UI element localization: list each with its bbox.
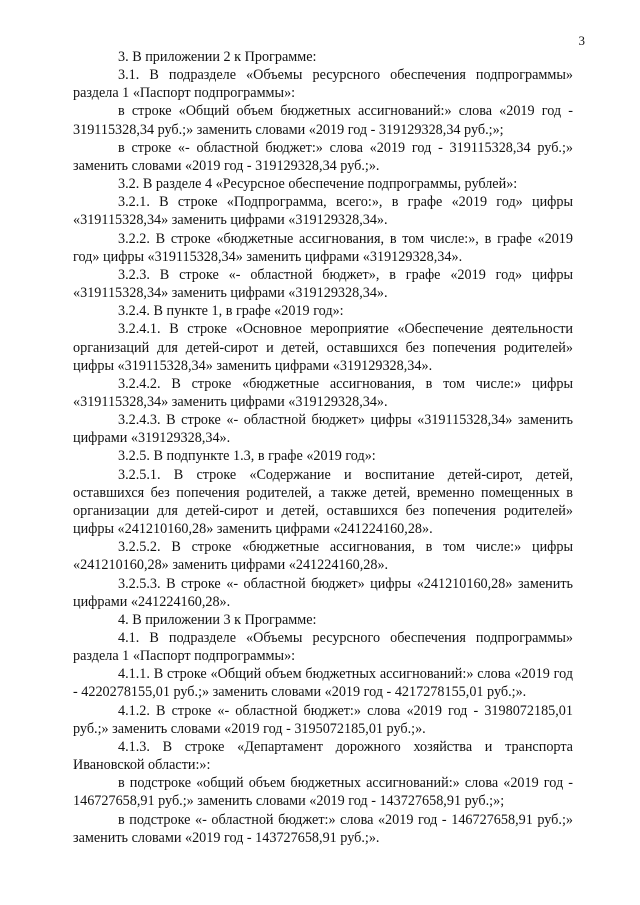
paragraph: 3.2.4.2. В строке «бюджетные ассигнования, в том числе:» цифры «319115328,34» заменить цифрами «319129328,34». [73, 375, 573, 410]
paragraph: 3.2.5.3. В строке «- областной бюджет» цифры «241210160,28» заменить цифрами «241224160,28». [73, 575, 573, 610]
paragraph: 3.2.4.3. В строке «- областной бюджет» цифры «319115328,34» заменить цифрами «319129328,34». [73, 412, 573, 447]
paragraph: 3.2.4.1. В строке «Основное мероприятие «Обеспечение деятельности организаций для детей-сирот и детей, оставшихся без попечения родителей» цифры «319115328,34» заменить цифрами «319129328,34». [73, 321, 573, 374]
paragraph: 3.2.1. В строке «Подпрограмма, всего:», в графе «2019 год» цифры «319115328,34» заменить цифрами «319129328,34». [73, 194, 573, 229]
paragraph: 4.1. В подразделе «Объемы ресурсного обеспечения подпрограммы» раздела 1 «Паспорт подпрограммы»: [73, 630, 573, 665]
paragraph: 3.2.3. В строке «- областной бюджет», в графе «2019 год» цифры «319115328,34» заменить цифрами «319129328,34». [73, 266, 573, 302]
paragraph: 3.2.5.1. В строке «Содержание и воспитание детей-сирот, детей, оставшихся без попечения родителей, а также детей, временно помещенных в организации для детей-сирот и детей, оставшихся без попечения родителей» цифры «241210160,28» заменить цифрами «241224160,28». [73, 466, 573, 538]
paragraph: 4.1.1. В строке «Общий объем бюджетных ассигнований:» слова «2019 год - 4220278155,01 руб.;» заменить словами «2019 год - 4217278155,01 руб.;». [73, 666, 573, 701]
paragraph: в подстроке «общий объем бюджетных ассигнований:» слова «2019 год - 146727658,91 руб.;» заменить словами «2019 год - 143727658,91 руб.;»; [73, 775, 573, 810]
paragraph: 3.2.4. В пункте 1, в графе «2019 год»: [118, 303, 344, 320]
paragraph: 3.2. В разделе 4 «Ресурсное обеспечение подпрограммы, рублей»: [118, 176, 518, 193]
paragraph: 3.1. В подразделе «Объемы ресурсного обеспечения подпрограммы» раздела 1 «Паспорт подпрограммы»: [73, 67, 573, 102]
paragraph: 4.1.3. В строке «Департамент дорожного хозяйства и транспорта Ивановской области:»: [73, 738, 573, 774]
paragraph: 3.2.2. В строке «бюджетные ассигнования, в том числе:», в графе «2019 год» цифры «319115328,34» заменить цифрами «319129328,34». [73, 230, 573, 265]
paragraph: 4.1.2. В строке «- областной бюджет:» слова «2019 год - 3198072185,01 руб.;» заменить словами «2019 год - 3195072185,01 руб.;». [73, 702, 573, 737]
paragraph: в строке «Общий объем бюджетных ассигнований:» слова «2019 год - 319115328,34 руб.;» заменить словами «2019 год - 319129328,34 руб.;»; [73, 103, 573, 138]
paragraph: 3.2.5. В подпункте 1.3, в графе «2019 год»: [118, 448, 376, 465]
paragraph: 4. В приложении 3 к Программе: [118, 611, 317, 628]
paragraph: 3. В приложении 2 к Программе: [118, 49, 317, 65]
page-number: 3 [578, 33, 585, 48]
paragraph: в строке «- областной бюджет:» слова «2019 год - 319115328,34 руб.;» заменить словами «2019 год - 319129328,34 руб.;». [73, 139, 573, 174]
document-body [73, 48, 573, 847]
paragraph: в подстроке «- областной бюджет:» слова «2019 год - 146727658,91 руб.;» заменить словами «2019 год - 143727658,91 руб.;». [73, 811, 573, 846]
paragraph: 3.2.5.2. В строке «бюджетные ассигнования, в том числе:» цифры «241210160,28» заменить цифрами «241224160,28». [73, 539, 573, 574]
